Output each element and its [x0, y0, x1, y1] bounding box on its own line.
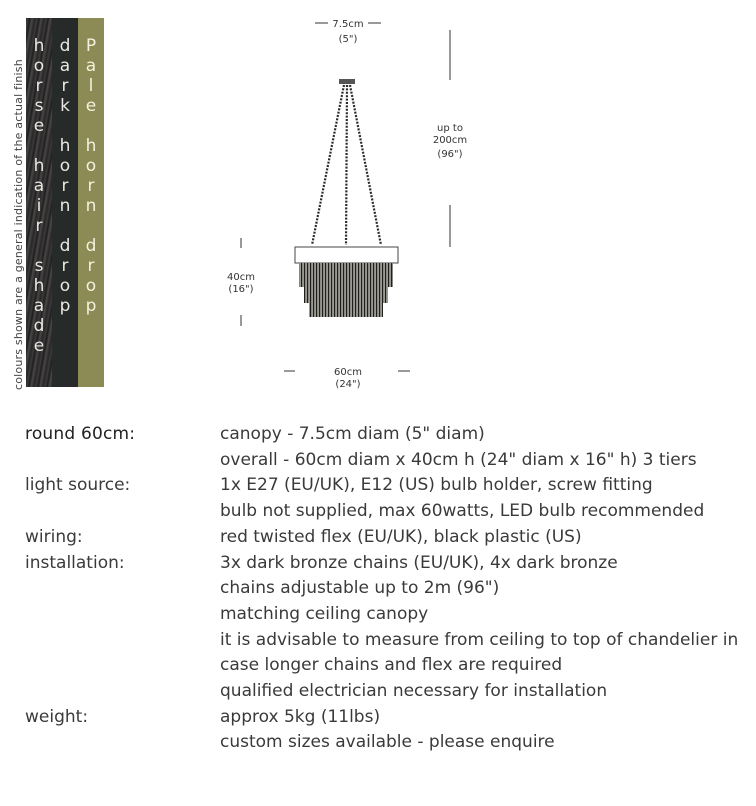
spec-label: weight:	[25, 706, 89, 727]
width-dim-in-text: (24")	[335, 379, 361, 390]
tier-2	[304, 287, 388, 303]
spec-line: approx 5kg (11lbs)	[220, 706, 381, 727]
spec-values	[220, 422, 750, 473]
spec-row	[25, 422, 750, 473]
spec-label: installation:	[25, 552, 125, 573]
swatch-label: h o r s e h a i r s h a d e	[33, 36, 45, 356]
swatch-dark-horn-drop	[52, 18, 78, 387]
tier-1	[299, 263, 393, 287]
chains	[312, 85, 381, 245]
spec-line: matching ceiling canopy	[220, 603, 429, 624]
tier-3	[309, 303, 383, 317]
spec-line: overall - 60cm diam x 40cm h (24" diam x 16" h) 3 tiers	[220, 449, 697, 470]
swatch-horse-hair-shade	[26, 18, 52, 387]
finish-caption	[10, 30, 24, 390]
spec-line: it is advisable to measure from ceiling to top of chandelier in	[220, 629, 739, 650]
spec-line: red twisted flex (EU/UK), black plastic (US)	[220, 526, 582, 547]
spec-row	[25, 525, 750, 551]
spec-row	[25, 551, 750, 705]
chandelier-diagram	[220, 15, 480, 395]
spec-line: case longer chains and flex are required	[220, 655, 563, 676]
chain-dim-text-1: up to	[437, 123, 463, 134]
height-dim-text: 40cm	[227, 272, 255, 283]
spec-line: canopy - 7.5cm diam (5" diam)	[220, 424, 485, 444]
spec-values	[220, 525, 750, 551]
spec-values	[220, 705, 750, 756]
ceiling-canopy	[339, 79, 355, 84]
canopy-dim-text: 7.5cm	[332, 19, 364, 30]
height-dim-in-text: (16")	[228, 284, 254, 295]
spec-row	[25, 473, 750, 524]
spec-line: 3x dark bronze chains (EU/UK), 4x dark bronze	[220, 552, 618, 573]
swatch-label: P a l e h o r n d r o p	[85, 36, 97, 316]
chain-dim-in-text: (96")	[437, 149, 463, 160]
spec-line: qualified electrician necessary for installation	[220, 681, 608, 702]
chain-dim-text-2: 200cm	[432, 135, 468, 146]
spec-line: bulb not supplied, max 60watts, LED bulb recommended	[220, 501, 705, 522]
specifications	[25, 422, 750, 756]
spec-values	[220, 473, 750, 524]
finish-caption-text: colours shown are a general indication of the actual finish	[12, 59, 25, 390]
spec-label: light source:	[25, 475, 131, 496]
top-ring	[295, 247, 398, 263]
spec-line: chains adjustable up to 2m (96")	[220, 578, 500, 599]
spec-label: wiring:	[25, 526, 83, 547]
spec-row	[25, 705, 750, 756]
spec-label: round 60cm:	[25, 424, 136, 444]
swatch-label: d a r k h o r n d r o p	[59, 36, 71, 316]
spec-line: 1x E27 (EU/UK), E12 (US) bulb holder, screw fitting	[220, 475, 653, 496]
swatch-pale-horn-drop	[78, 18, 104, 387]
spec-line: custom sizes available - please enquire	[220, 732, 555, 753]
canopy-dim-in-text: (5")	[338, 34, 358, 45]
width-dim-text: 60cm	[334, 367, 362, 378]
spec-values	[220, 551, 750, 705]
